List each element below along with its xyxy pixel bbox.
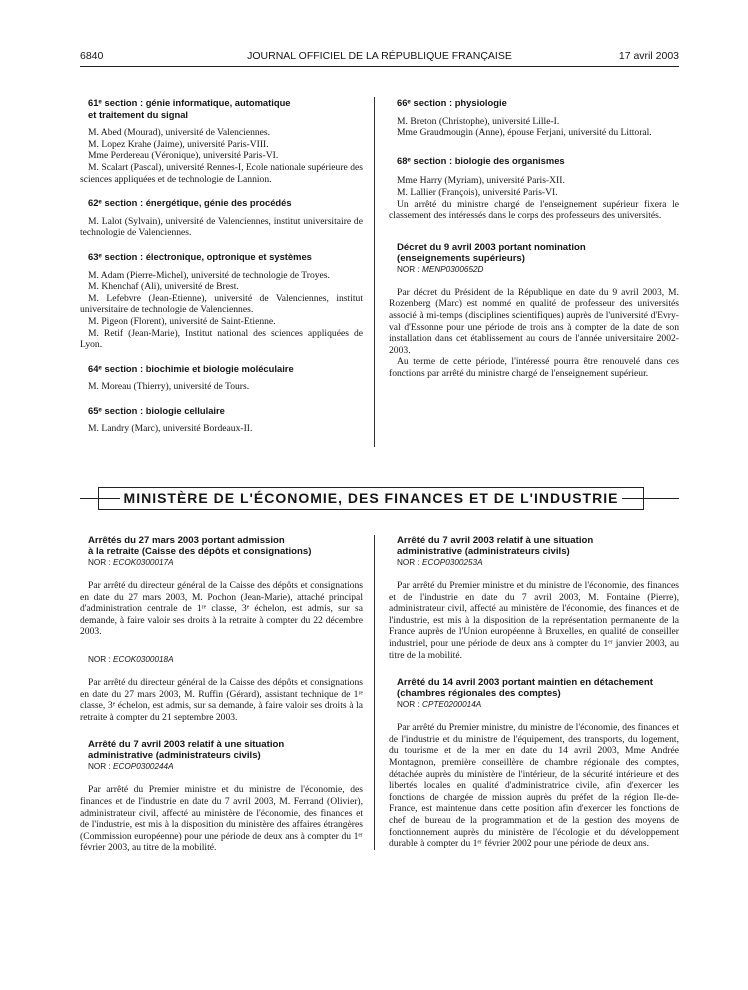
section-66-title: 66ᵉ section : physiologie: [397, 97, 507, 108]
top-left-column: [80, 97, 363, 435]
arrete-1-subtitle: à la retraite (Caisse des dépôts et consignations): [88, 546, 312, 557]
list-item: M. Khenchaf (Ali), université de Brest.: [88, 281, 239, 293]
list-item: Mme Harry (Myriam), université Paris-XII.: [397, 175, 565, 187]
arrete-3-title: Arrêté du 7 avril 2003 relatif à une situation: [397, 535, 594, 546]
list-item: M. Scalart (Pascal), université Rennes-I, Ecole nationale supérieure des sciences appliquées et de technologie de Lannion.: [80, 161, 363, 185]
list-item: Mme Graudmougin (Anne), épouse Ferjani, université du Littoral.: [397, 127, 652, 139]
list-item: M. Abed (Mourad), université de Valenciennes.: [88, 127, 271, 139]
list-item: M. Lefebvre (Jean-Etienne), université de Valenciennes, institut universitaire de technologie de Valenciennes.: [80, 292, 363, 316]
ministry-banner: [98, 487, 644, 510]
section-65-title: 65ᵉ section : biologie cellulaire: [88, 404, 225, 416]
journal-title: JOURNAL OFFICIEL DE LA RÉPUBLIQUE FRANÇAISE: [247, 50, 512, 62]
arrete-1-nor: NOR : ECOK0300017A: [88, 558, 174, 567]
decree-title: Décret du 9 avril 2003 portant nomination: [397, 241, 586, 253]
paragraph: Au terme de cette période, l'intéressé pourra être renouvelé dans ces fonctions par arrêté du ministre chargé de l'enseignement supérieur.: [389, 356, 679, 379]
column-divider-bottom: [374, 535, 375, 850]
paragraph: Par décret du Président de la République en date du 9 avril 2003, M. Rozenberg (Marc) est nommé en qualité de professeur des universités associé à mi-temps (disciplines scientifiques) auprès de l'université d'Evry-val d'Essonne pour une période de trois ans à compter de la date de son installation dans cet établissement au cours de l'année universitaire 2002-2003.: [389, 286, 679, 356]
arrete-1-nor-2: NOR : ECOK0300018A: [88, 654, 174, 664]
section-61-title: 61ᵉ section : génie informatique, automatique: [88, 97, 291, 108]
list-item: M. Moreau (Thierry), université de Tours.: [88, 381, 250, 393]
header-rule: [80, 66, 679, 67]
list-item: Mme Perdereau (Véronique), université Paris-VI.: [88, 150, 279, 162]
arrete-4-subtitle: (chambres régionales des comptes): [397, 688, 561, 700]
section-64-title: 64ᵉ section : biochimie et biologie moléculaire: [88, 362, 294, 374]
paragraph: Par arrêté du directeur général de la Caisse des dépôts et consignations en date du 27 mars 2003, M. Pochon (Jean-Marie), attaché principal d'administration centrale de 1ʳᵉ classe, 3ᵉ échelon, est admis, sur sa demande, à faire valoir ses droits à la retraite à compter du 22 décembre 2003.: [80, 580, 363, 638]
paragraph: Par arrêté du Premier ministre, du ministre de l'économie, des finances et de l'industrie et du ministre de l'équipement, des transports, du logement, du tourisme et de la mer en date du 14 avril 2003, Mme Andrée Montagnon, première conseillère de chambre régionale des comptes, détachée auprès du ministère de l'intérieur, de la sécurité intérieure et des libertés locales en qualité d'administratrice civile, afin d'exercer les fonctions de chargée de mission auprès du préfet de la région Ile-de-France, est maintenue dans cette position afin d'exercer les fonctions de chef de bureau de la programmation et de la gestion des moyens de fonctionnement auprès du ministère de l'écologie et du développement durable à compter du 1ᵉʳ février 2002 pour une période de deux ans.: [389, 722, 679, 850]
section-63-title: 63ᵉ section : électronique, optronique et systèmes: [88, 250, 312, 262]
paragraph: Un arrêté du ministre chargé de l'enseignement supérieur fixera le classement des intéressés dans le corps des professeurs des universités.: [389, 198, 679, 222]
list-item: M. Retif (Jean-Marie), Institut national des sciences appliquées de Lyon.: [80, 327, 363, 351]
issue-date: 17 avril 2003: [618, 50, 679, 62]
list-item: M. Lallier (François), université Paris-VI.: [397, 186, 558, 198]
list-item: M. Lopez Krahe (Jaime), université Paris-VIII.: [88, 138, 269, 150]
list-item: M. Lalot (Sylvain), université de Valenciennes, institut universitaire de technologie de Valenciennes.: [80, 215, 363, 239]
ministry-banner-text: MINISTÈRE DE L'ÉCONOMIE, DES FINANCES ET DE L'INDUSTRIE: [120, 490, 623, 506]
arrete-2-nor: NOR : ECOP0300244A: [88, 762, 174, 772]
decree-nor: NOR : MENP0300652D: [397, 264, 484, 274]
section-62-title: 62ᵉ section : énergétique, génie des procédés: [88, 197, 292, 209]
arrete-2-title: Arrêté du 7 avril 2003 relatif à une situation: [88, 739, 285, 751]
section-68-title: 68ᵉ section : biologie des organismes: [397, 154, 565, 166]
paragraph: Par arrêté du Premier ministre et du ministre de l'économie, des finances et de l'industrie en date du 7 avril 2003, M. Ferrand (Olivier), administrateur civil, affecté au ministère de l'économie, des finances et de l'industrie, est mis à la disposition du ministère des affaires étrangères (Commission européenne) pour une période de deux ans à compter du 1ᵉʳ février 2003, au titre de la mobilité.: [80, 784, 363, 854]
arrete-2-subtitle: administrative (administrateurs civils): [88, 750, 261, 762]
arrete-3-subtitle: administrative (administrateurs civils): [397, 546, 570, 557]
page-number: 6840: [80, 50, 104, 62]
paragraph: Par arrêté du Premier ministre et du ministre de l'économie, des finances et de l'industrie en date du 7 avril 2003, M. Fontaine (Pierre), administrateur civil, affecté au ministère de l'économie, des finances et de l'industrie, est mis à la disposition de la représentation permanente de la France auprès de l'Union européenne à Bruxelles, en qualité de conseiller industriel, pour une période de deux ans à compter du 1ᵉʳ janvier 2003, au titre de la mobilité.: [389, 580, 679, 661]
list-item: M. Pigeon (Florent), université de Saint-Etienne.: [88, 315, 276, 327]
arrete-1-title: Arrêtés du 27 mars 2003 portant admission: [88, 535, 285, 546]
column-divider-top: [374, 97, 375, 447]
page-header: [80, 50, 679, 64]
arrete-3-nor: NOR : ECOP0300253A: [397, 558, 483, 567]
arrete-4-title: Arrêté du 14 avril 2003 portant maintien en détachement: [397, 677, 653, 689]
list-item: M. Adam (Pierre-Michel), université de technologie de Troyes.: [88, 269, 330, 281]
bottom-right-column: [389, 535, 679, 850]
decree-subtitle: (enseignements supérieurs): [397, 252, 525, 264]
section-61-title-cont: et traitement du signal: [88, 108, 189, 120]
list-item: M. Breton (Christophe), université Lille-I.: [397, 115, 560, 127]
top-right-column: [389, 97, 679, 380]
arrete-4-nor: NOR : CPTE0200014A: [397, 700, 482, 710]
bottom-left-column: [80, 535, 363, 854]
paragraph: Par arrêté du directeur général de la Caisse des dépôts et consignations en date du 27 mars 2003, M. Ruffin (Gérard), assistant technique de 1ʳᵉ classe, 3ᵉ échelon, est admis, sur sa demande, à faire valoir ses droits à la retraite à compter du 21 septembre 2003.: [80, 676, 363, 723]
list-item: M. Landry (Marc), université Bordeaux-II.: [88, 423, 253, 435]
